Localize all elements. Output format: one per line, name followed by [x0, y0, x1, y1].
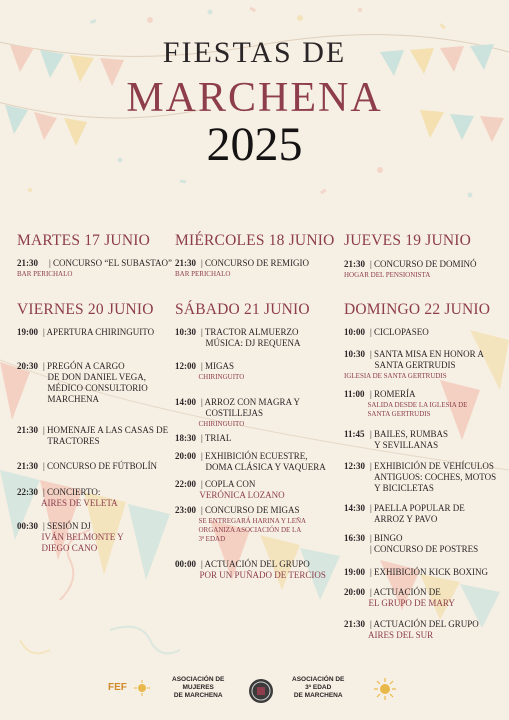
event-time: 21:30 [344, 619, 365, 629]
event-description: | COPLA CON [201, 479, 256, 489]
title-year: 2025 [206, 118, 303, 171]
event-description: | TRACTOR ALMUERZO MÚSICA: DJ REQUENA [201, 327, 301, 348]
event-time: 22:00 [175, 479, 196, 489]
event-time: 22:30 [17, 487, 38, 497]
event-time: 19:00 [344, 567, 365, 577]
event-time: 00:30 [17, 521, 38, 531]
event-time: 11:00 [344, 389, 365, 399]
event-time: 18:30 [175, 433, 196, 443]
event-description: | CICLOPASEO [370, 327, 429, 337]
event-description: | APERTURA CHIRINGUITO [43, 327, 155, 337]
event-subtitle: AIRES DEL SUR [364, 630, 434, 640]
title-line-2: MARCHENA [126, 75, 383, 121]
event-time: 10:30 [175, 327, 196, 337]
event-time: 19:00 [17, 327, 38, 337]
event-time: 23:00 [175, 505, 196, 515]
event-subtitle: IVÁN BELMONTE Y DIEGO CANO [41, 532, 124, 553]
day-heading: MARTES 17 JUNIO [17, 232, 150, 249]
event-description: | BINGO | CONCURSO DE POSTRES [370, 533, 479, 554]
event-description: | BAILES, RUMBAS Y SEVILLANAS [370, 429, 449, 450]
day-heading: JUEVES 19 JUNIO [344, 232, 471, 249]
event-description: | ROMERÍA [370, 389, 416, 399]
event-description: | MIGAS [201, 361, 235, 371]
event-description: | ACTUACIÓN DE [370, 587, 441, 597]
event-description: | CONCURSO DE DOMINÓ [370, 259, 477, 269]
crest-logo [374, 678, 396, 700]
asociacion-3-edad-logo: ASOCIACIÓN DE 3ª EDAD DE MARCHENA [292, 676, 345, 699]
event-subtitle: EL GRUPO DE MARY [364, 598, 455, 608]
asociacion-mujeres-logo: ASOCIACIÓN DE MUJERES DE MARCHENA [172, 676, 225, 699]
marchena-seal [248, 678, 274, 704]
event-subtitle: HOGAR DEL PENSIONISTA [344, 271, 431, 279]
sponsor-logos [0, 670, 509, 720]
event-subtitle: BAR PERICHALO [175, 270, 231, 278]
event-subtitle: SALIDA DESDE LA IGLESIA DE SANTA GERTRUDIS [367, 401, 468, 418]
event-time: 21:30 [17, 425, 38, 435]
event-description: | PAELLA POPULAR DE ARROZ Y PAVO [370, 503, 465, 524]
event-time: 00:00 [175, 559, 196, 569]
event-time: 20:00 [175, 451, 196, 461]
event-time: 14:00 [175, 397, 196, 407]
fef-logo: FEF [108, 682, 127, 693]
event-description: | ACTUACIÓN DEL GRUPO [201, 559, 310, 569]
event-time: 12:30 [344, 461, 365, 471]
day-heading: DOMINGO 22 JUNIO [344, 301, 491, 318]
event-time: 10:30 [344, 349, 365, 359]
event-subtitle: CHIRINGUITO [195, 420, 245, 428]
event-description: | EXHIBICIÓN DE VEHÍCULOS ANTIGUOS: COCHES, MOTOS Y BICICLETAS [370, 461, 497, 493]
event-time: 21:30 [17, 461, 38, 471]
title-line-1: FIESTAS DE [162, 36, 347, 69]
event-description: | EXHIBICIÓN ECUESTRE, DOMA CLÁSICA Y VAQUERA [201, 451, 326, 472]
event-time: 21:30 [175, 258, 196, 268]
event-time: 20:30 [17, 361, 38, 371]
event-subtitle: CHIRINGUITO [195, 373, 245, 381]
event-time: 20:00 [344, 587, 365, 597]
event-subtitle: AIRES DE VELETA [37, 498, 118, 508]
event-time: 12:00 [175, 361, 196, 371]
event-description: | SANTA MISA EN HONOR A SANTA GERTRUDIS [370, 349, 484, 370]
event-description: | CONCURSO DE MIGAS [201, 505, 300, 515]
event-description: | ACTUACIÓN DEL GRUPO [370, 619, 479, 629]
day-heading: MIÉRCOLES 18 JUNIO [175, 232, 335, 249]
day-heading: VIERNES 20 JUNIO [17, 301, 154, 318]
event-description: | TRIAL [201, 433, 232, 443]
day-heading: SÁBADO 21 JUNIO [175, 301, 310, 318]
event-description: | PREGÓN A CARGO DE DON DANIEL VEGA, MÉDICO CONSULTORIO MARCHENA [43, 361, 148, 404]
event-subtitle: IGLESIA DE SANTA GERTRUDIS [344, 372, 447, 380]
event-subtitle: SE ENTREGARÁ HARINA Y LEÑA ORGANIZA ASOCIACIÓN DE LA 3ª EDAD [198, 517, 307, 543]
event-time: 14:30 [344, 503, 365, 513]
event-time: 11:45 [344, 429, 365, 439]
event-description: | EXHIBICIÓN KICK BOXING [370, 567, 489, 577]
event-description: | CONCURSO DE REMIGIO [201, 258, 310, 268]
event-time: 10:00 [344, 327, 365, 337]
event-description: | CONCURSO “EL SUBASTAO” [49, 258, 173, 268]
event-time: 16:30 [344, 533, 365, 543]
event-subtitle: BAR PERICHALO [17, 270, 73, 278]
fef-sun-icon [134, 680, 150, 696]
event-time: 21:30 [17, 258, 38, 268]
event-description: | CONCIERTO: [43, 487, 101, 497]
event-description: | CONCURSO DE FÚTBOLÍN [43, 461, 158, 471]
event-description: | ARROZ CON MAGRA Y COSTILLEJAS [201, 397, 300, 418]
event-subtitle: POR UN PUÑADO DE TERCIOS [195, 570, 326, 580]
event-description: | SESIÓN DJ [43, 521, 91, 531]
event-time: 21:30 [344, 259, 365, 269]
event-description: | HOMENAJE A LAS CASAS DE TRACTORES [43, 425, 169, 446]
event-subtitle: VERÓNICA LOZANO [195, 490, 285, 500]
